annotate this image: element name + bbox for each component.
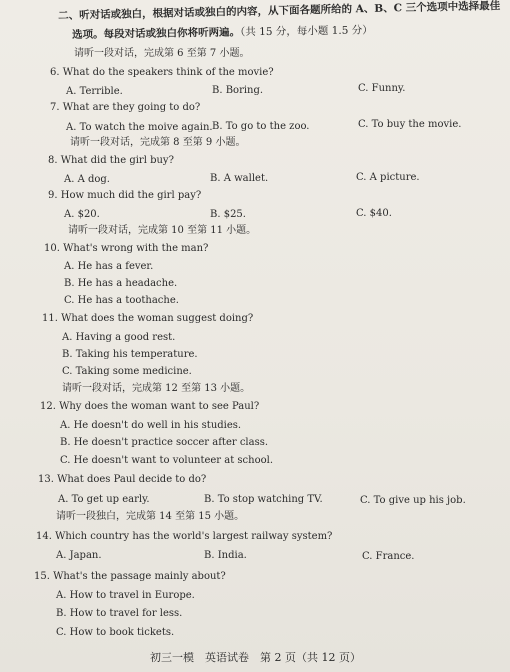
- question-15: 15. What's the passage mainly about?: [34, 571, 226, 582]
- question-8: 8. What did the girl buy?: [48, 155, 174, 166]
- question-14: 14. Which country has the world's largest railway system?: [36, 531, 333, 542]
- instruction-6-7: 请听一段对话，完成第 6 至第 7 小题。: [74, 48, 250, 59]
- question-10: 10. What's wrong with the man?: [44, 243, 209, 254]
- question-7: 7. What are they going to do?: [50, 102, 201, 113]
- page-footer: 初三一模 英语试卷 第 2 页（共 12 页）: [150, 651, 361, 664]
- q14-option-a: A. Japan.: [56, 550, 102, 561]
- q12-option-b: B. He doesn't practice soccer after class.: [60, 437, 269, 448]
- q12-option-c: C. He doesn't want to volunteer at school.: [60, 455, 274, 466]
- q13-option-b: B. To stop watching TV.: [204, 494, 323, 505]
- q7-option-c: C. To buy the movie.: [358, 119, 462, 130]
- q15-option-c: C. How to book tickets.: [56, 627, 175, 638]
- q11-option-c: C. Taking some medicine.: [62, 366, 192, 377]
- q6-option-a: A. Terrible.: [66, 86, 123, 97]
- q6-option-b: B. Boring.: [212, 85, 264, 96]
- section-heading-line2: [72, 24, 373, 42]
- q7-option-a: A. To watch the moive again.: [66, 122, 213, 133]
- instruction-8-9: 请听一段对话，完成第 8 至第 9 小题。: [70, 137, 246, 148]
- section-heading-line1: 二、听对话或独白，根据对话或独白的内容，从下面各题所给的 A、B、C 三个选项中选择最佳: [58, 0, 501, 22]
- q7-option-b: B. To go to the zoo.: [212, 121, 310, 132]
- q14-option-b: B. India.: [204, 550, 247, 561]
- question-11: 11. What does the woman suggest doing?: [42, 313, 254, 324]
- q6-option-c: C. Funny.: [358, 83, 406, 94]
- q15-option-b: B. How to travel for less.: [56, 608, 183, 619]
- q10-option-c: C. He has a toothache.: [64, 295, 179, 306]
- instruction-12-13: 请听一段对话，完成第 12 至第 13 小题。: [62, 383, 251, 394]
- instruction-10-11: 请听一段对话，完成第 10 至第 11 小题。: [68, 225, 257, 236]
- q9-option-b: B. $25.: [210, 209, 246, 220]
- q11-option-a: A. Having a good rest.: [62, 332, 176, 343]
- q14-option-c: C. France.: [362, 551, 415, 562]
- q12-option-a: A. He doesn't do well in his studies.: [60, 420, 242, 431]
- q8-option-c: C. A picture.: [356, 172, 420, 183]
- q9-option-a: A. $20.: [64, 209, 100, 220]
- question-13: 13. What does Paul decide to do?: [38, 474, 207, 485]
- question-6: 6. What do the speakers think of the movie?: [50, 67, 274, 78]
- question-12: 12. Why does the woman want to see Paul?: [40, 401, 260, 412]
- q8-option-b: B. A wallet.: [210, 173, 269, 184]
- q13-option-a: A. To get up early.: [58, 494, 150, 505]
- section-points: （共 15 分，每小题 1.5 分）: [239, 24, 373, 39]
- instruction-14-15: 请听一段独白，完成第 14 至第 15 小题。: [56, 511, 245, 522]
- q15-option-a: A. How to travel in Europe.: [56, 590, 195, 601]
- q8-option-a: A. A dog.: [64, 174, 110, 185]
- q13-option-c: C. To give up his job.: [360, 495, 466, 506]
- q10-option-a: A. He has a fever.: [64, 261, 154, 272]
- q10-option-b: B. He has a headache.: [64, 278, 178, 289]
- q9-option-c: C. $40.: [356, 208, 392, 219]
- q11-option-b: B. Taking his temperature.: [62, 349, 198, 360]
- question-9: 9. How much did the girl pay?: [48, 190, 202, 201]
- section-heading-text: 选项。每段对话或独白你将听两遍。: [72, 26, 241, 41]
